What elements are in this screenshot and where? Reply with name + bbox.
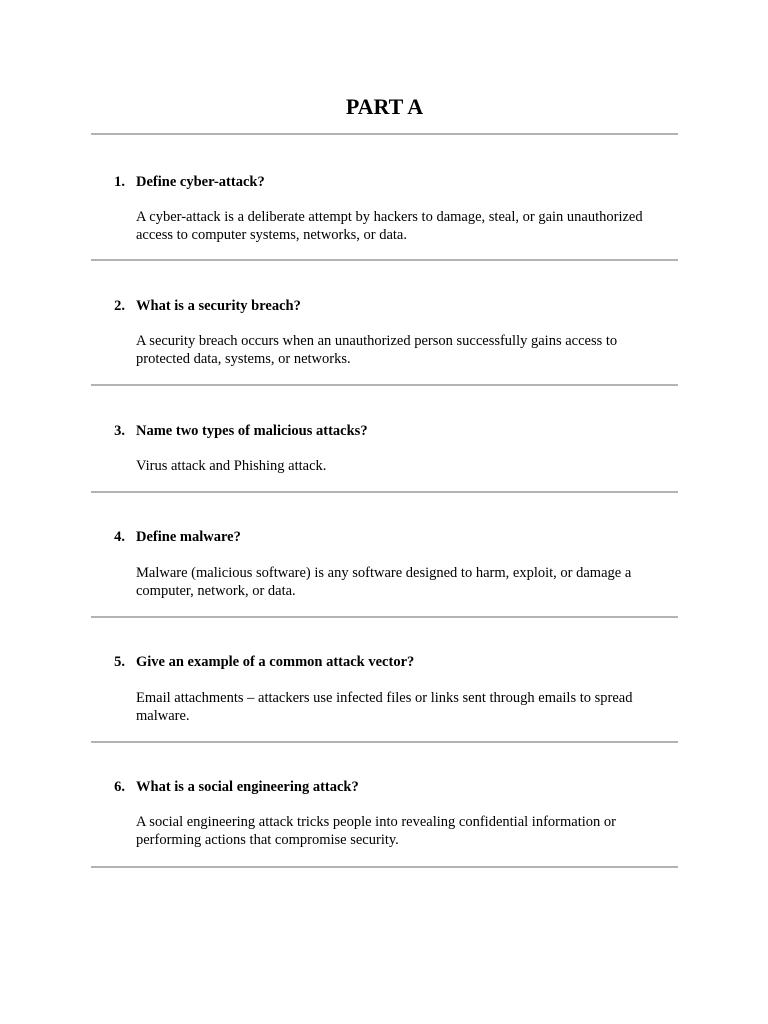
question-number: 2. bbox=[114, 298, 125, 314]
question-number: 5. bbox=[114, 654, 125, 670]
question-text: Give an example of a common attack vector? bbox=[136, 654, 415, 670]
question-number: 3. bbox=[114, 423, 125, 439]
question-text: Name two types of malicious attacks? bbox=[136, 423, 368, 439]
answer-3: Virus attack and Phishing attack. bbox=[136, 458, 327, 474]
answer-4: Malware (malicious software) is any software designed to harm, exploit, or damage a computer, network, or data. bbox=[136, 565, 632, 599]
question-3 bbox=[91, 422, 678, 440]
question-number: 1. bbox=[114, 174, 125, 190]
question-6 bbox=[91, 778, 678, 796]
answer-2: A security breach occurs when an unauthorized person successfully gains access to protected data, systems, or networks. bbox=[136, 333, 618, 367]
qa-item-2 bbox=[91, 261, 678, 384]
question-1 bbox=[91, 173, 678, 191]
answer-6: A social engineering attack tricks people into revealing confidential information or performing actions that compromise security. bbox=[136, 814, 616, 848]
question-text: What is a security breach? bbox=[136, 298, 301, 314]
qa-item-1 bbox=[91, 135, 678, 259]
question-text: What is a social engineering attack? bbox=[136, 779, 359, 795]
question-text: Define malware? bbox=[136, 529, 241, 545]
question-5 bbox=[91, 653, 678, 671]
qa-item-4 bbox=[91, 493, 678, 616]
page-title: PART A bbox=[345, 94, 424, 119]
question-number: 6. bbox=[114, 779, 125, 795]
qa-item-5 bbox=[91, 618, 678, 741]
divider bbox=[91, 866, 678, 868]
answer-5: Email attachments – attackers use infected files or links sent through emails to spread malware. bbox=[136, 690, 633, 724]
document-page bbox=[91, 0, 678, 868]
question-2 bbox=[91, 297, 678, 315]
answer-1: A cyber-attack is a deliberate attempt by hackers to damage, steal, or gain unauthorized access to computer systems, networks, or data. bbox=[136, 209, 643, 243]
question-4 bbox=[91, 528, 678, 546]
qa-item-6 bbox=[91, 743, 678, 866]
question-text: Define cyber-attack? bbox=[136, 174, 265, 190]
question-number: 4. bbox=[114, 529, 125, 545]
qa-item-3 bbox=[91, 386, 678, 491]
